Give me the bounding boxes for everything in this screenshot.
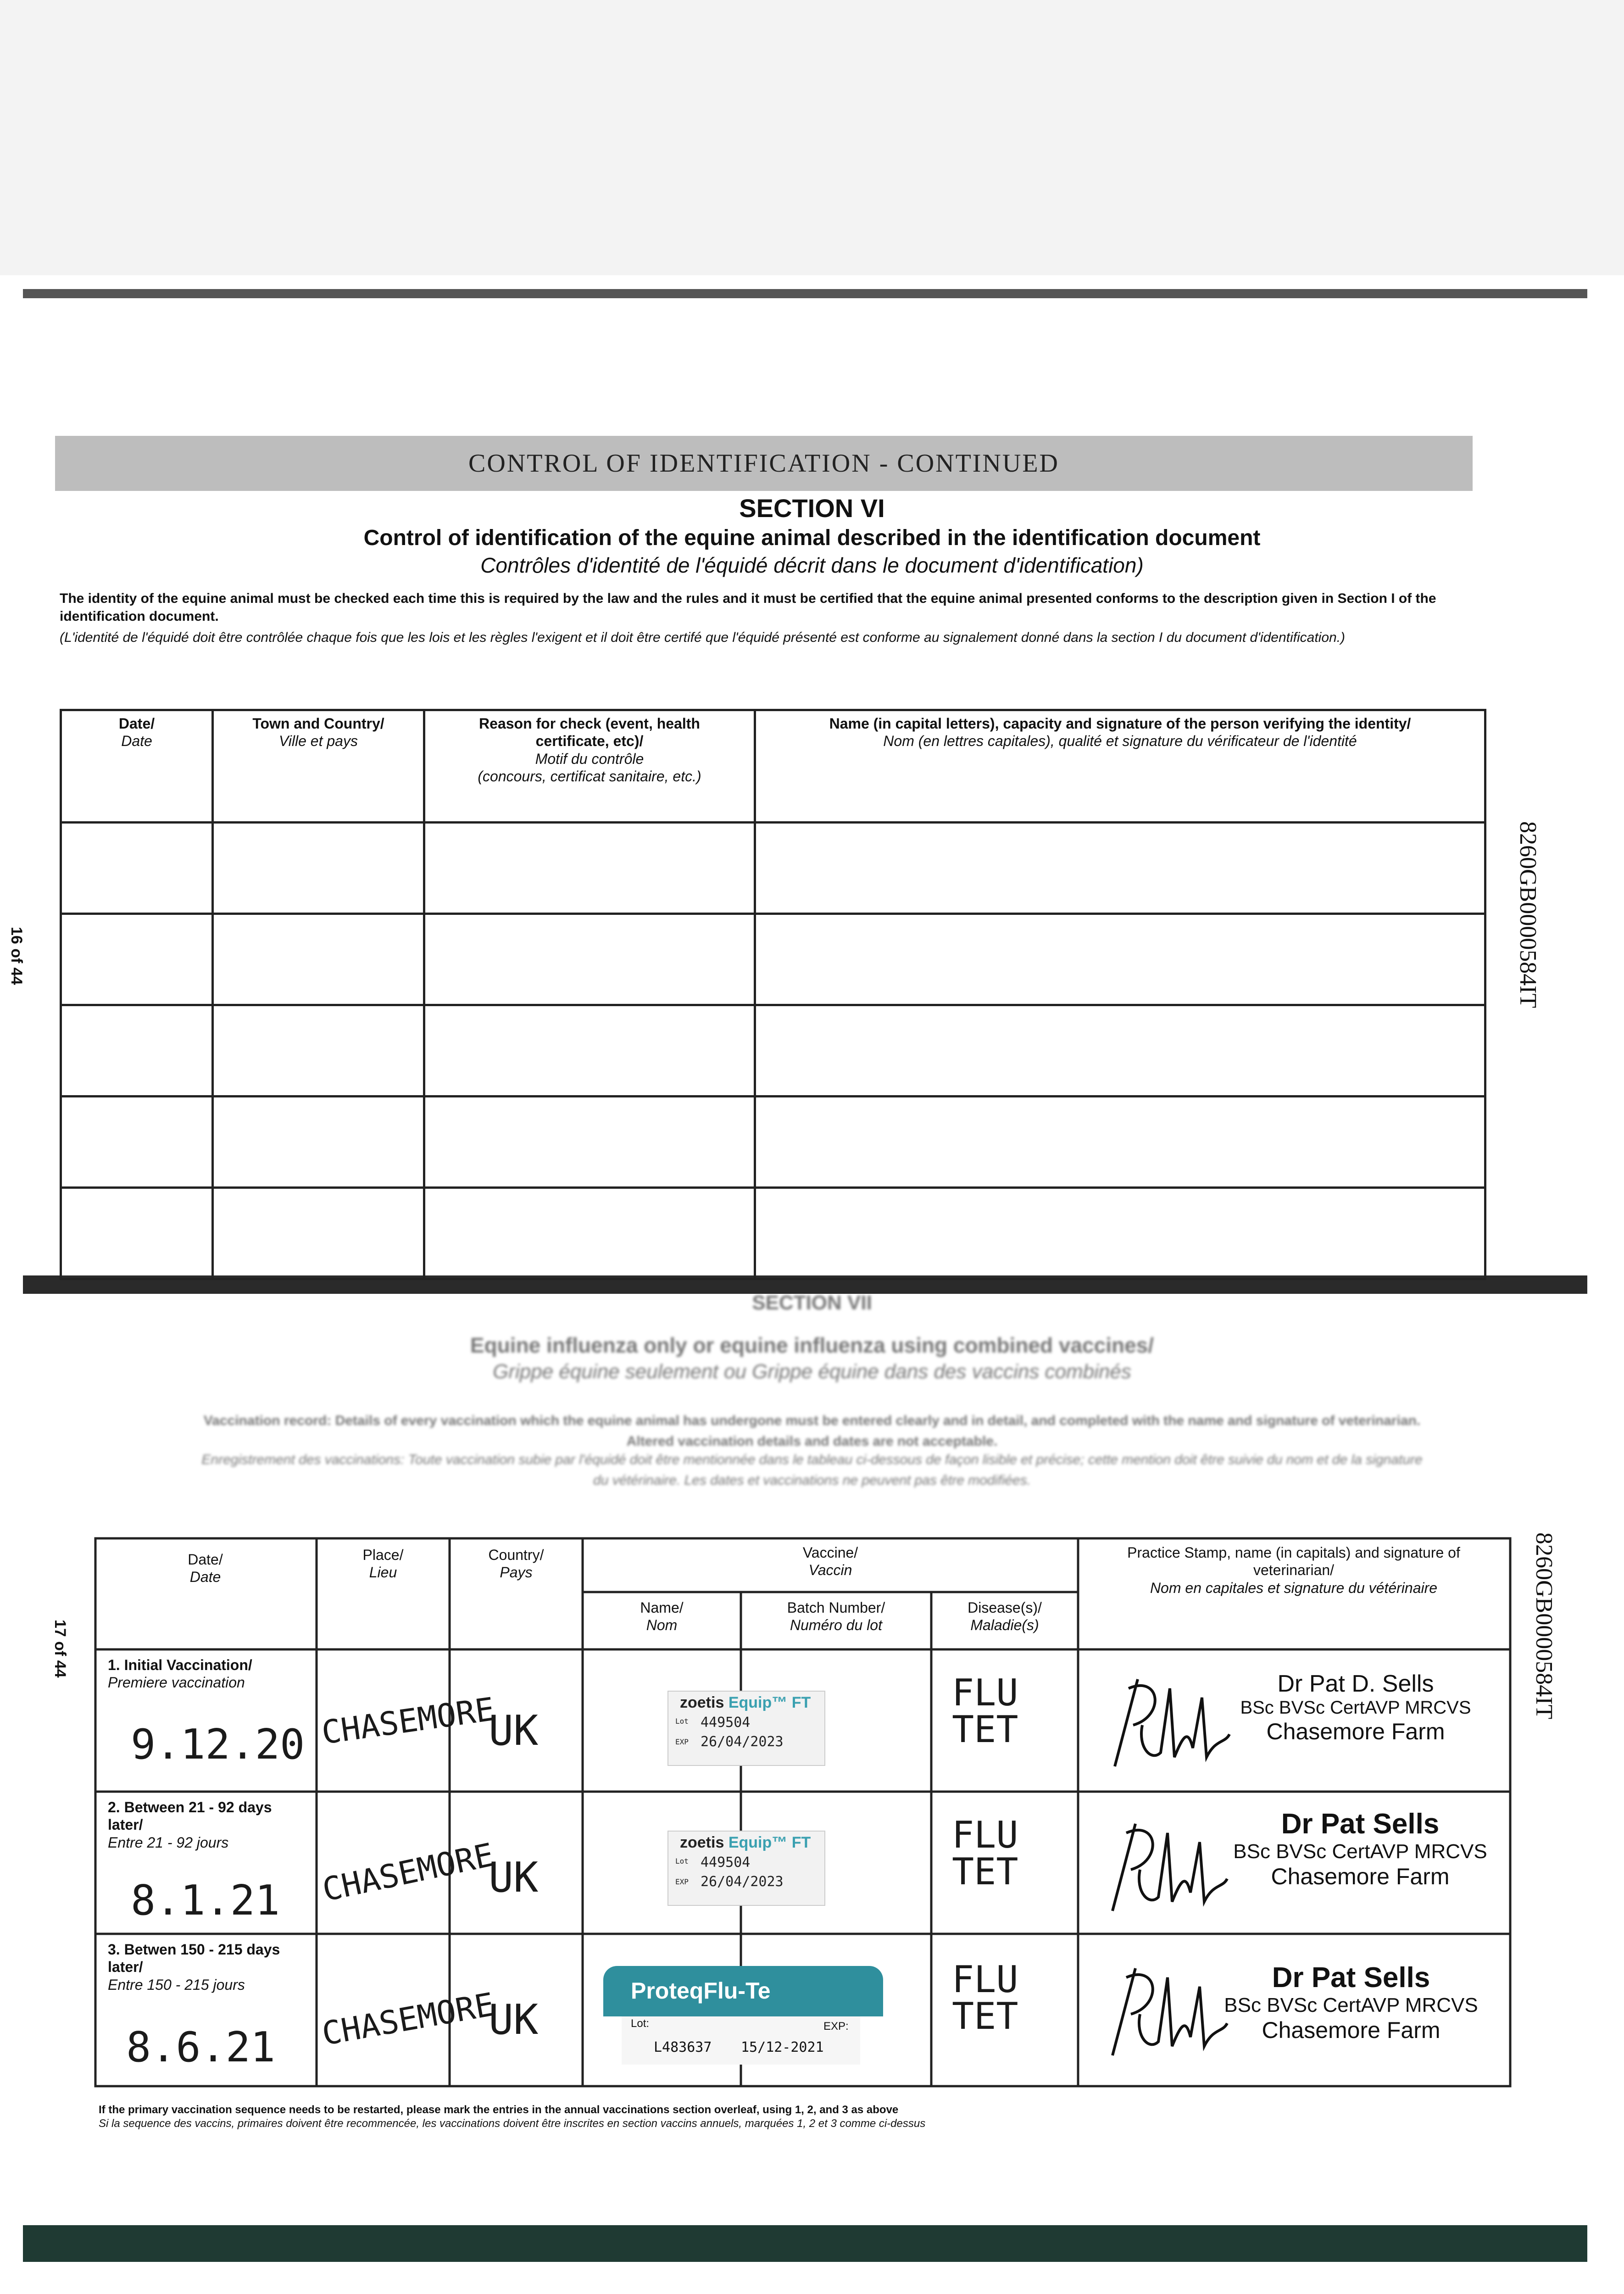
vax-header-name: Name/ Nom	[640, 1599, 684, 1634]
instructions-french: (L'identité de l'équidé doit être contrôlée chaque fois que les lois et les règles l'exigent et il doit être certifé que l'équidé présenté est conforme au signalement donné dans la section I du document d'identification.)	[60, 630, 1346, 645]
row3-vet-practice: Chasemore Farm	[1262, 2017, 1440, 2043]
row2-disease: FLU TET	[952, 1814, 1018, 1893]
section-banner	[55, 436, 1473, 491]
row2-vaccine-brand: zoetis	[680, 1834, 724, 1851]
section-title-blurred: SECTION VII	[752, 1292, 872, 1314]
row2-lot: 449504	[701, 1854, 751, 1871]
row3-country: UK	[489, 1996, 539, 2044]
row1-vaccine-brand: zoetis	[680, 1694, 724, 1711]
row1-disease: FLU TET	[952, 1671, 1018, 1751]
table-header-row	[61, 710, 1485, 823]
row2-place: CHASEMORE	[319, 1836, 497, 1909]
row1-place: CHASEMORE	[319, 1690, 497, 1752]
row1-vet-stamp	[1213, 1670, 1498, 1745]
row3-exp-label: EXP:	[823, 2020, 849, 2032]
row1-lot-label: Lot	[675, 1717, 689, 1726]
header-name: Name (in capital letters), capacity and signature of the person verifying the identity/ Nom (en lettres capitales), qualité et signature du vérificateur de l'identité	[755, 710, 1485, 823]
row3-disease: FLU TET	[952, 1958, 1018, 2038]
row3-vet-name: Dr Pat Sells	[1272, 1962, 1430, 1993]
page-number-17: 17 of 44	[51, 1620, 69, 1678]
row1-date: 9.12.20	[131, 1720, 305, 1769]
record-english-blurred: Vaccination record: Details of every vaccination which the equine animal has undergone must be entered clearly and in detail, and completed with the name and signature of veterinarian.	[203, 1413, 1421, 1428]
row2-vet-stamp	[1213, 1808, 1507, 1890]
footer-french: Si la sequence des vaccins, primaires doivent être recommencée, les vaccinations doivent être inscrites en section vaccins annuels, marquées 1, 2 et 3 comme ci-dessus	[99, 2117, 926, 2130]
title-english: Control of identification of the equine animal described in the identification document	[363, 526, 1261, 550]
row1-exp-label: EXP	[675, 1737, 689, 1746]
vaccination-table	[94, 1537, 1512, 2088]
row1-country: UK	[489, 1707, 539, 1755]
table-row	[61, 1005, 1485, 1097]
row1-vaccine-name: Equip™ FT	[728, 1694, 811, 1711]
row3-exp: 15/12-2021	[741, 2039, 824, 2055]
row2-country: UK	[489, 1854, 539, 1902]
record-french-blurred: Enregistrement des vaccinations: Toute vaccination subie par l'équidé doit être mentionnée dans le tableau ci-dessous de façon lisible et précise; cette mention doit être suivie du nom et de la signature	[201, 1452, 1423, 1467]
row3-lot: L483637	[654, 2039, 712, 2055]
footer-english: If the primary vaccination sequence needs to be restarted, please mark the entries in the annual vaccinations section overleaf, using 1, 2, and 3 as above	[99, 2104, 899, 2116]
document-id-upper: 8260GB0000584IT	[1515, 821, 1541, 1008]
row2-vet-quals: BSc BVSc CertAVP MRCVS	[1233, 1840, 1487, 1863]
vax-header-country: Country/ Pays	[488, 1547, 544, 1581]
row2-signature	[1094, 1805, 1232, 1925]
row2-exp: 26/04/2023	[701, 1874, 784, 1890]
row3-vet-stamp	[1204, 1961, 1498, 2043]
table-row	[61, 823, 1485, 914]
title-french: Contrôles d'identité de l'équidé décrit dans le document d'identification)	[480, 553, 1144, 577]
row1-vaccine-sticker	[667, 1691, 825, 1766]
row2-vaccine-sticker	[667, 1831, 825, 1906]
record-english2-blurred: Altered vaccination details and dates are not acceptable.	[626, 1434, 998, 1449]
title-french-blurred: Grippe équine seulement ou Grippe équine dans des vaccins combinés	[493, 1360, 1131, 1383]
banner-text: CONTROL OF IDENTIFICATION - CONTINUED	[468, 449, 1059, 478]
row1-label: 1. Initial Vaccination/ Premiere vaccination	[108, 1657, 252, 1691]
vax-header-date: Date/ Date	[188, 1551, 223, 1586]
row2-vaccine-name: Equip™ FT	[728, 1834, 811, 1851]
section-title: SECTION VI	[739, 494, 885, 523]
title-english-blurred: Equine influenza only or equine influenza using combined vaccines/	[470, 1333, 1154, 1357]
page-number-16: 16 of 44	[8, 927, 25, 985]
row3-vaccine-brand: ProteqFlu-Te	[631, 1978, 771, 2004]
row1-vet-practice: Chasemore Farm	[1266, 1719, 1445, 1744]
row2-exp-label: EXP	[675, 1877, 689, 1886]
row2-vet-name: Dr Pat Sells	[1281, 1808, 1440, 1840]
row2-date: 8.1.21	[131, 1876, 280, 1925]
header-town: Town and Country/ Ville et pays	[213, 710, 424, 823]
vax-header-place: Place/ Lieu	[362, 1547, 404, 1581]
row1-vet-quals: BSc BVSc CertAVP MRCVS	[1240, 1698, 1471, 1718]
row2-vet-practice: Chasemore Farm	[1271, 1864, 1450, 1889]
row3-label: 3. Betwen 150 - 215 days later/ Entre 150 - 215 jours	[108, 1941, 280, 1993]
vax-header-batch: Batch Number/ Numéro du lot	[787, 1599, 885, 1634]
row3-place: CHASEMORE	[319, 1985, 497, 2053]
row3-vet-quals: BSc BVSc CertAVP MRCVS	[1224, 1994, 1478, 2016]
row2-lot-label: Lot	[675, 1857, 689, 1865]
table-row	[61, 1188, 1485, 1279]
header-date: Date/ Date	[61, 710, 213, 823]
row3-lot-label: Lot:	[631, 2017, 650, 2030]
row3-vaccine-sticker	[603, 1966, 883, 2065]
row1-exp: 26/04/2023	[701, 1734, 784, 1750]
record-french2-blurred: du vétérinaire. Les dates et vaccinations ne peuvent pas être modifiées.	[593, 1473, 1031, 1488]
vax-header-vaccine: Vaccine/ Vaccin	[802, 1544, 858, 1579]
row1-lot: 449504	[701, 1715, 751, 1731]
vax-header-disease: Disease(s)/ Maladie(s)	[968, 1599, 1042, 1634]
header-reason: Reason for check (event, health certificate, etc)/ Motif du contrôle (concours, certificat sanitaire, etc.)	[424, 710, 755, 823]
table-row	[61, 914, 1485, 1005]
identity-check-table	[60, 709, 1486, 1280]
row2-label: 2. Between 21 - 92 days later/ Entre 21 - 92 jours	[108, 1799, 272, 1851]
table-row	[61, 1097, 1485, 1188]
vax-header-stamp: Practice Stamp, name (in capitals) and signature of veterinarian/ Nom en capitales et signature du vétérinaire	[1127, 1544, 1460, 1596]
row1-vet-name: Dr Pat D. Sells	[1277, 1670, 1434, 1697]
row3-date: 8.6.21	[126, 2023, 276, 2071]
document-id-lower: 8260GB0000584IT	[1531, 1532, 1557, 1720]
instructions-english: The identity of the equine animal must be checked each time this is required by the law and the rules and it must be certified that the equine animal presented conforms to the description given in Section I of the identification document.	[60, 591, 1436, 624]
